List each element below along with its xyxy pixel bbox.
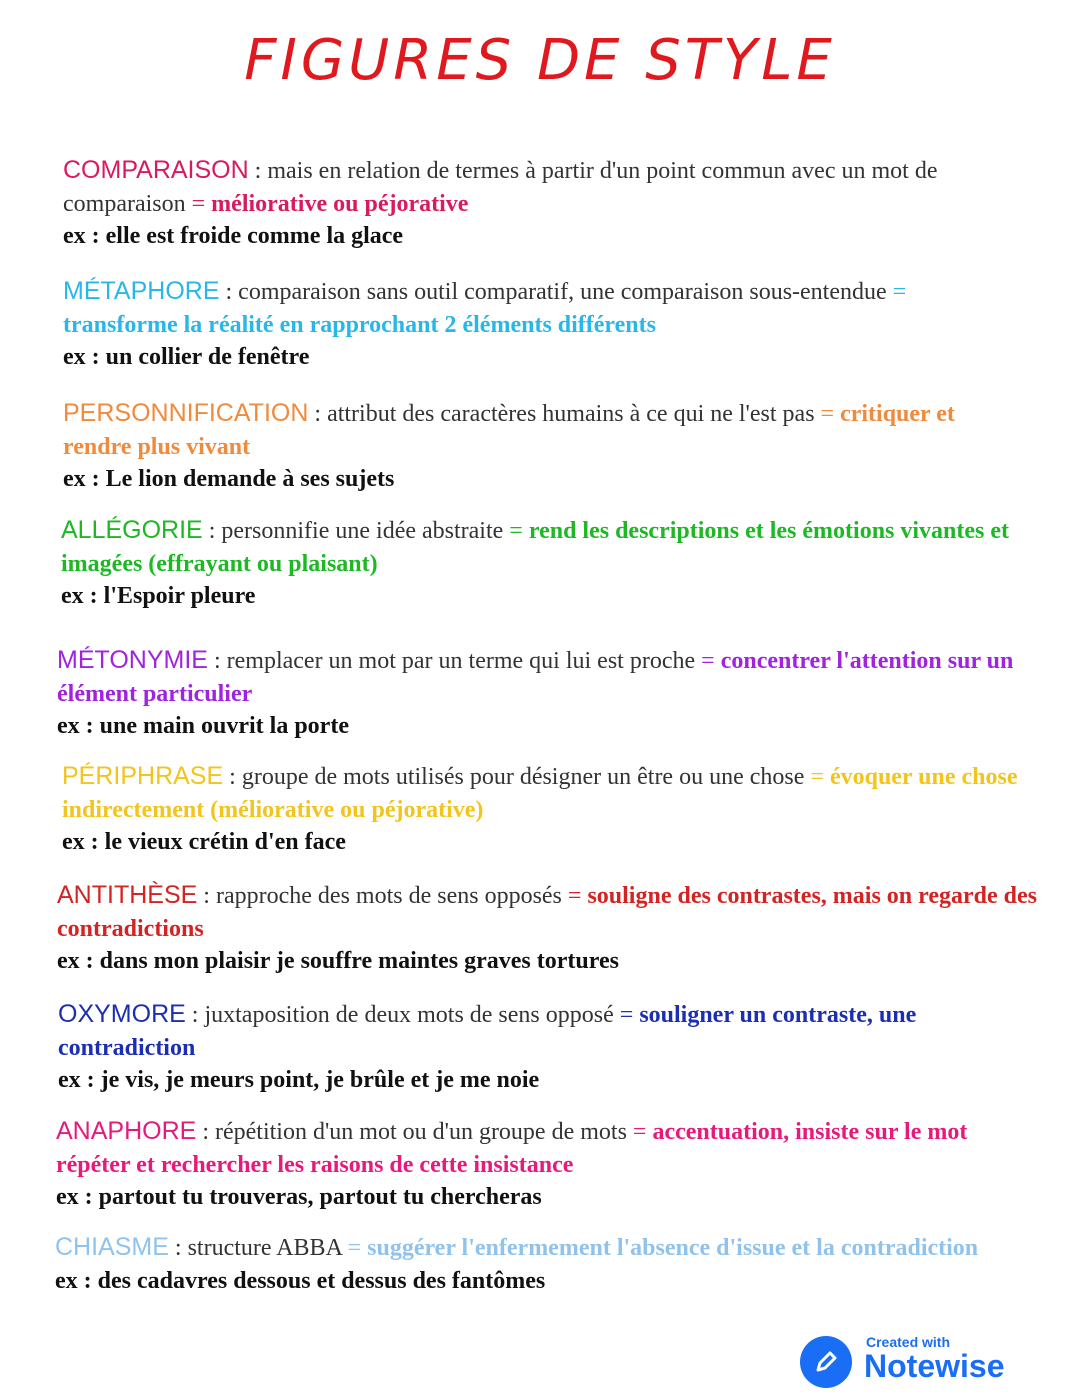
- example: ex : je vis, je meurs point, je brûle et je me noie: [58, 1067, 540, 1093]
- effect: rend les descriptions et les émotions vivantes et imagées (effrayant ou plaisant): [61, 518, 1010, 577]
- term-label: PÉRIPHRASE: [62, 762, 224, 790]
- definition: attribut des caractères humains à ce qui ne l'est pas: [327, 401, 815, 427]
- entry-comparaison: COMPARAISON : mais en relation de termes à partir d'un point commun avec un mot de comparaison = méliorative ou péjorative ex : elle est froide comme la glace: [63, 154, 1023, 253]
- effect: méliorative ou péjorative: [211, 190, 469, 217]
- definition: structure ABBA: [187, 1235, 342, 1261]
- definition: juxtaposition de deux mots de sens opposé: [204, 1002, 614, 1028]
- effect: concentrer l'attention sur un élément particulier: [57, 648, 1014, 707]
- example: ex : Le lion demande à ses sujets: [63, 466, 395, 492]
- term-label: PERSONNIFICATION: [63, 399, 309, 427]
- example: ex : des cadavres dessous et dessus des fantômes: [55, 1267, 546, 1294]
- effect: critiquer et rendre plus vivant: [63, 401, 955, 460]
- term-label: MÉTONYMIE: [57, 646, 208, 674]
- pencil-icon: [800, 1336, 852, 1388]
- effect: souligner un contraste, une contradiction: [58, 1002, 917, 1061]
- effect: suggérer l'enfermement l'absence d'issue et la contradiction: [367, 1235, 979, 1261]
- effect: souligne des contrastes, mais on regarde des contradictions: [57, 883, 1037, 942]
- entry-oxymore: OXYMORE : juxtaposition de deux mots de sens opposé = souligner un contraste, une contradiction ex : je vis, je meurs point, je brûle et je me noie: [58, 998, 988, 1097]
- entry-periphrase: PÉRIPHRASE : groupe de mots utilisés pour désigner un être ou une chose = évoquer une chose indirectement (méliorative ou péjorative) ex : le vieux crétin d'en face: [62, 760, 1022, 859]
- effect: transforme la réalité en rapprochant 2 éléments différents: [63, 311, 656, 338]
- definition: rapproche des mots de sens opposés: [215, 883, 562, 909]
- definition: personnifie une idée abstraite: [221, 518, 504, 544]
- example: ex : l'Espoir pleure: [61, 583, 256, 609]
- definition: remplacer un mot par un terme qui lui est proche: [226, 648, 696, 674]
- example: ex : dans mon plaisir je souffre maintes graves tortures: [57, 948, 619, 974]
- entry-allegorie: ALLÉGORIE : personnifie une idée abstraite = rend les descriptions et les émotions vivantes et imagées (effrayant ou plaisant) ex : l'Espoir pleure: [61, 514, 1036, 613]
- entry-metonymie: MÉTONYMIE : remplacer un mot par un terme qui lui est proche = concentrer l'attention sur un élément particulier ex : une main ouvrit la porte: [57, 644, 1042, 743]
- definition: groupe de mots utilisés pour désigner un être ou une chose: [241, 764, 805, 790]
- definition: répétition d'un mot ou d'un groupe de mots: [214, 1119, 627, 1145]
- definition: mais en relation de termes à partir d'un point commun avec un mot de comparaison: [63, 158, 938, 217]
- effect: évoquer une chose indirectement (méliorative ou péjorative): [62, 764, 1018, 823]
- effect: accentuation, insiste sur le mot répéter et rechercher les raisons de cette insistance: [56, 1119, 968, 1178]
- entry-metaphore: MÉTAPHORE : comparaison sans outil comparatif, une comparaison sous-entendue = transforme la réalité en rapprochant 2 éléments différents ex : un collier de fenêtre: [63, 275, 1023, 374]
- term-label: MÉTAPHORE: [63, 277, 220, 305]
- term-label: ANAPHORE: [56, 1117, 197, 1145]
- entry-chiasme: CHIASME : structure ABBA = suggérer l'enfermement l'absence d'issue et la contradiction ex : des cadavres dessous et dessus des fantômes: [55, 1231, 1055, 1297]
- term-label: ALLÉGORIE: [61, 516, 203, 544]
- term-label: COMPARAISON: [63, 156, 249, 184]
- brand-caption: Created with: [866, 1334, 951, 1350]
- page-title: FIGURES DE STYLE: [244, 28, 836, 93]
- definition: comparaison sans outil comparatif, une comparaison sous-entendue: [238, 279, 887, 305]
- brand-name: Notewise: [864, 1348, 1005, 1384]
- example: ex : partout tu trouveras, partout tu chercheras: [56, 1184, 542, 1210]
- example: ex : elle est froide comme la glace: [63, 223, 404, 249]
- example: ex : une main ouvrit la porte: [57, 713, 349, 739]
- entry-antithese: ANTITHÈSE : rapproche des mots de sens opposés = souligne des contrastes, mais on regarde des contradictions ex : dans mon plaisir je souffre maintes graves tortures: [57, 879, 1037, 978]
- entry-anaphore: ANAPHORE : répétition d'un mot ou d'un groupe de mots = accentuation, insiste sur le mot répéter et rechercher les raisons de cette insistance ex : partout tu trouveras, partout tu chercheras: [56, 1115, 1016, 1214]
- term-label: OXYMORE: [58, 1000, 186, 1028]
- example: ex : le vieux crétin d'en face: [62, 829, 346, 855]
- notewise-badge: [800, 1334, 1030, 1388]
- term-label: CHIASME: [55, 1233, 169, 1261]
- term-label: ANTITHÈSE: [57, 881, 198, 909]
- entry-personnification: PERSONNIFICATION : attribut des caractères humains à ce qui ne l'est pas = critiquer et rendre plus vivant ex : Le lion demande à ses sujets: [63, 397, 1023, 496]
- example: ex : un collier de fenêtre: [63, 344, 310, 370]
